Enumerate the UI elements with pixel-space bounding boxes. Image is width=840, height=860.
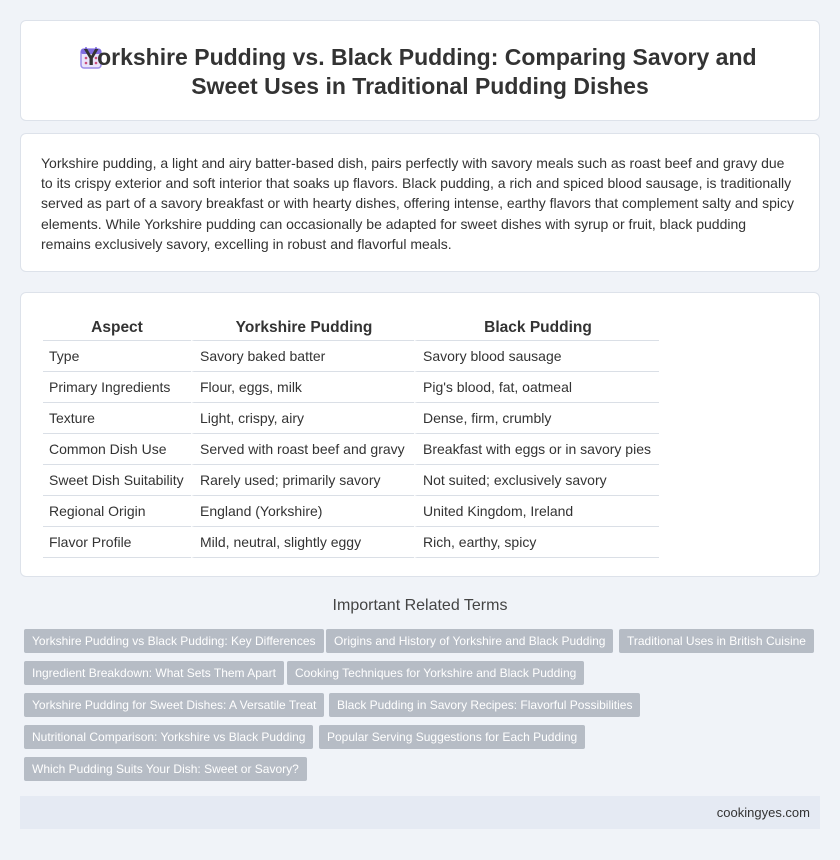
intro-card (20, 133, 820, 272)
cell-black: Dense, firm, crumbly (414, 403, 659, 434)
cell-yorkshire: Served with roast beef and gravy (191, 434, 414, 465)
related-term-tag[interactable]: Cooking Techniques for Yorkshire and Black Pudding (287, 661, 584, 685)
table-row (43, 341, 659, 372)
related-term-tag[interactable]: Ingredient Breakdown: What Sets Them Apart (24, 661, 284, 685)
column-header-black: Black Pudding (414, 315, 659, 341)
footer-site: cookingyes.com (716, 805, 810, 820)
intro-paragraph: Yorkshire pudding, a light and airy batter-based dish, pairs perfectly with savory meals such as roast beef and gravy due to its crispy exterior and soft interior that soaks up flavors. Black pudding, a rich and spiced blood sausage, is traditionally served as part of a savory breakfast or with hearty dishes, offering intense, earthy flavors that complement salty and spicy elements. While Yorkshire pudding can occasionally be adapted for sweet dishes with syrup or fruit, black pudding remains exclusively savory, excelling in robust and flavorful meals. (41, 155, 794, 252)
cell-black: Rich, earthy, spicy (414, 527, 659, 558)
related-term-tag[interactable]: Origins and History of Yorkshire and Black Pudding (326, 629, 613, 653)
related-term-tag[interactable]: Traditional Uses in British Cuisine (619, 629, 814, 653)
related-term-tag[interactable]: Yorkshire Pudding vs Black Pudding: Key Differences (24, 629, 324, 653)
cell-aspect: Regional Origin (43, 496, 191, 527)
column-header-yorkshire: Yorkshire Pudding (191, 315, 414, 341)
comparison-card (20, 292, 820, 577)
table-row (43, 527, 659, 558)
related-terms-title: Important Related Terms (332, 597, 508, 614)
page-title: Yorkshire Pudding vs. Black Pudding: Comparing Savory and Sweet Uses in Traditional Pudding Dishes (83, 44, 757, 99)
cell-black: Breakfast with eggs or in savory pies (414, 434, 659, 465)
cell-aspect: Sweet Dish Suitability (43, 465, 191, 496)
cell-yorkshire: Savory baked batter (191, 341, 414, 372)
cell-aspect: Type (43, 341, 191, 372)
cell-black: United Kingdom, Ireland (414, 496, 659, 527)
cell-aspect: Common Dish Use (43, 434, 191, 465)
comparison-table (43, 315, 659, 558)
table-row (43, 465, 659, 496)
cell-black: Savory blood sausage (414, 341, 659, 372)
table-row (43, 403, 659, 434)
column-header-aspect: Aspect (43, 315, 191, 341)
table-header-row (43, 315, 659, 341)
cell-yorkshire: Mild, neutral, slightly eggy (191, 527, 414, 558)
cell-yorkshire: Light, crispy, airy (191, 403, 414, 434)
table-row (43, 496, 659, 527)
cell-yorkshire: Flour, eggs, milk (191, 372, 414, 403)
related-term-tag[interactable]: Yorkshire Pudding for Sweet Dishes: A Versatile Treat (24, 693, 324, 717)
related-term-tag[interactable]: Black Pudding in Savory Recipes: Flavorful Possibilities (329, 693, 640, 717)
cell-yorkshire: Rarely used; primarily savory (191, 465, 414, 496)
cell-yorkshire: England (Yorkshire) (191, 496, 414, 527)
cell-aspect: Flavor Profile (43, 527, 191, 558)
cell-black: Pig's blood, fat, oatmeal (414, 372, 659, 403)
cell-aspect: Texture (43, 403, 191, 434)
footer (20, 796, 820, 829)
header-card (20, 20, 820, 121)
related-term-tag[interactable]: Popular Serving Suggestions for Each Pudding (319, 725, 585, 749)
table-row (43, 434, 659, 465)
table-row (43, 372, 659, 403)
cell-aspect: Primary Ingredients (43, 372, 191, 403)
related-term-tag[interactable]: Nutritional Comparison: Yorkshire vs Black Pudding (24, 725, 313, 749)
cell-black: Not suited; exclusively savory (414, 465, 659, 496)
related-term-tag[interactable]: Which Pudding Suits Your Dish: Sweet or Savory? (24, 757, 307, 781)
